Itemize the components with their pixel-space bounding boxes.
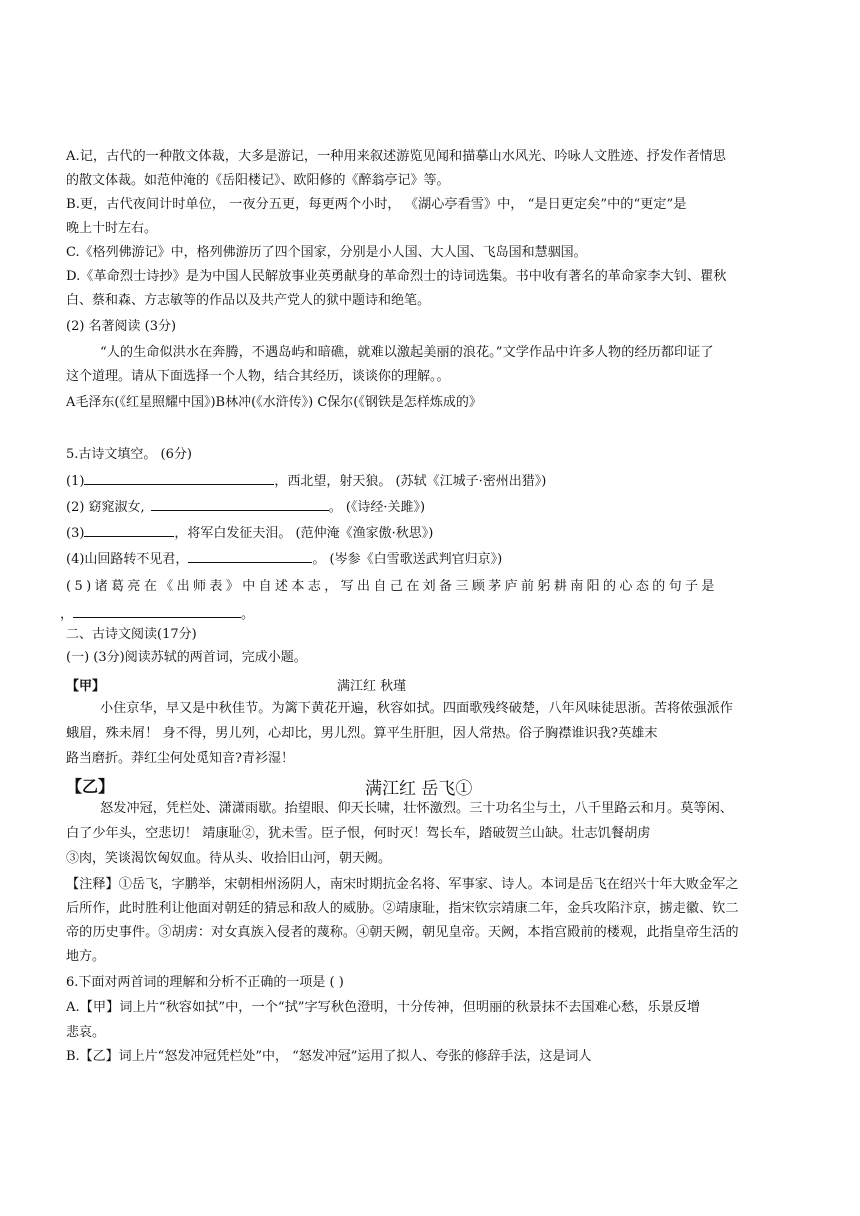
poem-jia-line-1: 小住京华，早又是中秋佳节。为篱下黄花开遍，秋容如拭。四面歌残终破楚，八年风味徒思浙。苦将侬强派作: [100, 701, 733, 716]
question-6-option-a-2: 悲哀。: [66, 1025, 106, 1040]
question-2-prompt-2: 这个道理。请从下面选择一个人物，结合其经历，谈谈你的理解。。: [66, 369, 450, 384]
option-c-line: C.《格列佛游记》中，格列佛游历了四个国家，分别是小人国、大人国、飞岛国和慧骃国。: [66, 245, 587, 260]
fill-item-2-text: 。 (《诗经·关雎》): [328, 500, 426, 515]
fill-blank-5[interactable]: [73, 604, 241, 618]
fill-item-3-label: (3): [66, 526, 85, 541]
fill-item-4-label: (4)山回路转不见君，: [66, 552, 189, 567]
fill-item-5-answer: [60, 604, 254, 624]
fill-item-1: [66, 471, 546, 491]
poem-jia-tag: 【甲】: [66, 679, 106, 694]
fill-item-5-comma: ，: [60, 607, 74, 622]
option-d-line-2: 白、蔡和森、方志敏等的作品以及共产党人的狱中题诗和绝笔。: [66, 293, 431, 308]
annotation-line-3: 帝的历史事件。③胡虏：对女真族入侵者的蔑称。④朝天阙，朝见皇帝。天阙，本指宫殿前的楼观，此指皇帝生活的: [66, 925, 739, 940]
poem-jia-line-2: 蛾眉，殊未屑！ 身不得，男儿列，心却比，男儿烈。算平生肝胆，因人常热。俗子胸襟谁识我?英雄末: [66, 726, 658, 741]
option-a-line-2: 的散文体裁。如范仲淹的《岳阳楼记》、欧阳修的《醉翁亭记》等。: [66, 173, 450, 188]
poem-yi-line-1: 怒发冲冠，凭栏处、潇潇雨歇。抬望眼、仰天长啸，壮怀激烈。三十功名尘与土，八千里路云和月。莫等闲、: [100, 801, 733, 816]
question-2-prompt-1: “人的生命似洪水在奔腾，不遇岛屿和暗礁，就难以激起美丽的浪花。”文学作品中许多人物的经历都印证了: [100, 345, 714, 360]
fill-blank-1[interactable]: [84, 471, 274, 485]
option-a-line-1: A.记，古代的一种散文体裁，大多是游记，一种用来叙述游览见闻和描摹山水风光、吟咏人文胜迹、抒发作者情思: [66, 149, 726, 164]
option-d-line-1: D.《革命烈士诗抄》是为中国人民解放事业英勇献身的革命烈士的诗词选集。书中收有著名的革命家李大钊、瞿秋: [66, 269, 727, 284]
fill-item-4: [66, 549, 502, 569]
section-2-heading: 二、古诗文阅读(17分): [66, 627, 197, 642]
annotation-line-2: 后所作，此时胜利让他面对朝廷的猜忌和敌人的威胁。②靖康耻，指宋钦宗靖康二年，金兵攻陷汴京，掳走徽、钦二: [66, 901, 739, 916]
option-b-line-2: 晚上十时左右。: [66, 221, 158, 236]
question-6-option-b-1: B.【乙】词上片“怒发冲冠凭栏处”中， “怒发冲冠”运用了拟人、夸张的修辞手法，这是词人: [66, 1049, 592, 1064]
fill-blank-3[interactable]: [84, 523, 174, 537]
option-b-line-1: B.更，古代夜间计时单位， 一夜分五更，每更两个小时， 《湖心亭看雪》中， “是日更定矣”中的“更定”是: [66, 197, 687, 212]
question-2-heading: (2) 名著阅读 (3分): [66, 319, 177, 334]
fill-blank-4[interactable]: [188, 549, 312, 563]
question-2-options: A毛泽东(《红星照耀中国》)B林冲(《水浒传》) C保尔(《钢铁是怎样炼成的》: [66, 395, 482, 410]
question-5-heading: 5.古诗文填空。 (6分): [66, 447, 192, 462]
section-2-subheading: (一) (3分)阅读苏轼的两首词，完成小题。: [66, 650, 307, 665]
poem-jia-line-3: 路当磨折。莽红尘何处觅知音?青衫湿！: [66, 751, 294, 766]
question-6-option-a-1: A.【甲】词上片“秋容如拭”中，一个“拭”字写秋色澄明，十分传神，但明丽的秋景抹不去国难心愁，乐景反增: [66, 1000, 701, 1015]
fill-blank-2[interactable]: [151, 497, 329, 511]
annotation-line-4: 地方。: [66, 949, 106, 964]
poem-yi-line-2: 白了少年头，空悲切！ 靖康耻②，犹未雪。臣子恨，何时灭！驾长车，踏破贺兰山缺。壮志饥餐胡虏: [66, 826, 651, 841]
fill-item-2-label: (2) 窈窕淑女,: [66, 500, 145, 515]
poem-jia-title: 满江红 秋瑾: [337, 679, 407, 694]
fill-item-5: (5)诸葛亮在《出师表》中自述本志，写出自己在刘备三顾茅庐前躬耕南阳的心态的句子是: [66, 579, 718, 594]
fill-item-3: [66, 523, 433, 543]
fill-item-2: [66, 497, 425, 517]
fill-item-4-text: 。 (岑参《白雪歌送武判官归京》): [312, 552, 503, 567]
fill-item-3-text: ，将军白发征夫泪。 (范仲淹《渔家傲·秋思》): [174, 526, 434, 541]
poem-yi-tag: 【乙】: [66, 777, 115, 796]
poem-yi-title: 满江红 岳飞①: [365, 779, 473, 799]
fill-item-5-period: 。: [241, 607, 255, 622]
question-6-stem: 6.下面对两首词的理解和分析不正确的一项是 ( ): [66, 975, 344, 990]
fill-item-1-label: (1): [66, 474, 85, 489]
poem-yi-line-3: ③肉，笑谈渴饮匈奴血。待从头、收拾旧山河，朝天阙。: [66, 851, 392, 866]
fill-item-1-text: ，西北望，射天狼。 (苏轼《江城子·密州出猎》): [274, 474, 547, 489]
annotation-line-1: 【注释】①岳飞，字鹏举，宋朝相州汤阴人，南宋时期抗金名将、军事家、诗人。本词是岳飞在绍兴十年大败金军之: [66, 877, 739, 892]
